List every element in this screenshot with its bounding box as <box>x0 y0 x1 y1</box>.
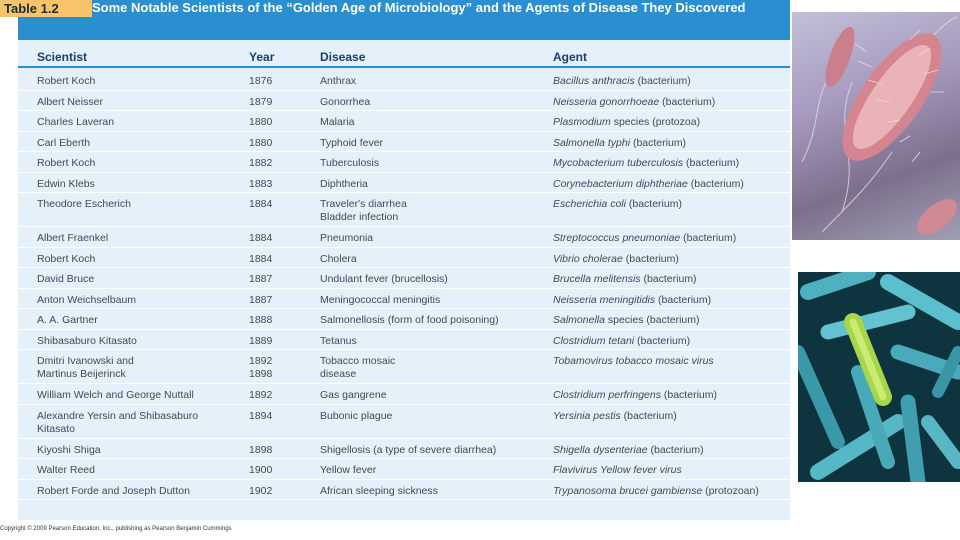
column-header-row <box>18 46 790 68</box>
agent-type: (bacterium) <box>647 443 704 456</box>
agent-type: (bacterium) <box>634 334 691 347</box>
year-cell: 1884 <box>249 252 273 265</box>
agent-cell <box>553 335 690 348</box>
agent-species-name: Flavivirus Yellow fever virus <box>553 464 682 476</box>
bacterium-micrograph-art <box>792 12 960 240</box>
agent-cell <box>553 314 699 327</box>
agent-species-name: Mycobacterium tuberculosis <box>553 157 684 169</box>
rod-bacteria-micrograph-art <box>798 272 960 482</box>
agent-cell <box>553 75 691 88</box>
disease-cell: Gonorrhea <box>320 95 371 108</box>
year-cell: 1889 <box>249 334 273 347</box>
disease-cell: Diphtheria <box>320 177 368 190</box>
agent-species-name: Streptococcus pneumoniae <box>553 232 681 244</box>
agent-cell <box>553 355 714 368</box>
scientist-cell: Robert Forde and Joseph Dutton <box>37 484 190 497</box>
copyright-notice: Copyright © 2009 Pearson Education, Inc., publishing as Pearson Benjamin Cummings <box>0 526 232 532</box>
table-row <box>18 309 790 330</box>
table-row <box>18 439 790 460</box>
agent-species-name: Plasmodium <box>553 116 611 128</box>
scientist-cell: Albert Neisser <box>37 95 103 108</box>
year-cell: 1892 1898 <box>249 355 273 380</box>
column-header-agent: Agent <box>553 50 587 64</box>
year-cell: 1894 <box>249 409 273 422</box>
agent-type: (bacterium) <box>687 177 744 190</box>
table-row <box>18 70 790 91</box>
agent-species-name: Escherichia coli <box>553 198 626 210</box>
agent-type: (bacterium) <box>630 136 687 149</box>
table-title: Some Notable Scientists of the “Golden Age of Microbiology” and the Agents of Disease They Discovered <box>92 0 746 15</box>
agent-cell <box>553 389 717 402</box>
scientist-cell: Dmitri Ivanowski and Martinus Beijerinck <box>37 355 134 380</box>
agent-type: (bacterium) <box>620 409 677 422</box>
scientist-cell: A. A. Gartner <box>37 314 98 326</box>
agent-cell <box>553 294 711 307</box>
year-cell: 1902 <box>249 484 273 497</box>
agent-type: (bacterium) <box>680 232 737 244</box>
agent-species-name: Brucella melitensis <box>553 273 641 285</box>
disease-cell: Cholera <box>320 252 357 265</box>
agent-cell <box>553 410 677 423</box>
table-row <box>18 405 790 439</box>
year-cell: 1882 <box>249 157 273 169</box>
agent-type: (bacterium) <box>683 157 740 169</box>
year-cell: 1884 <box>249 232 273 244</box>
agent-species-name: Vibrio cholerae <box>553 252 623 265</box>
table-row <box>18 111 790 132</box>
year-cell: 1887 <box>249 273 273 285</box>
disease-cell: Tuberculosis <box>320 157 380 169</box>
scientist-cell: William Welch and George Nuttall <box>37 389 194 401</box>
scientist-cell: Robert Koch <box>37 252 96 265</box>
disease-cell: Tetanus <box>320 334 357 347</box>
agent-cell <box>553 253 679 266</box>
table-label-tab: Table 1.2 <box>0 0 92 17</box>
disease-cell: Gas gangrene <box>320 389 387 401</box>
scientist-cell: Edwin Klebs <box>37 177 95 190</box>
scientist-cell: Robert Koch <box>37 75 96 87</box>
disease-cell: Pneumonia <box>320 232 374 244</box>
scientist-cell: Alexandre Yersin and Shibasaburo Kitasato <box>37 409 199 435</box>
year-cell: 1892 <box>249 389 273 401</box>
rod-bacteria-micrograph-image <box>798 272 960 482</box>
table-header-bar <box>18 0 790 40</box>
scientist-cell: Kiyoshi Shiga <box>37 443 101 456</box>
disease-cell: Tobacco mosaic disease <box>320 355 396 380</box>
agent-species-name: Salmonella typhi <box>553 136 631 149</box>
table-row <box>18 248 790 269</box>
agent-species-name: Bacillus anthracis <box>553 75 635 87</box>
year-cell: 1883 <box>249 177 273 190</box>
year-cell: 1876 <box>249 75 273 87</box>
year-cell: 1879 <box>249 95 273 108</box>
disease-cell: Undulant fever (brucellosis) <box>320 273 448 285</box>
year-cell: 1880 <box>249 116 273 128</box>
agent-cell <box>553 157 739 170</box>
scientist-cell: David Bruce <box>37 273 95 285</box>
table-row <box>18 350 790 384</box>
agent-type: species (bacterium) <box>604 314 700 326</box>
agent-species-name: Trypanosoma brucei gambiense <box>553 484 703 497</box>
agent-species-name: Yersinia pestis <box>553 409 621 422</box>
column-header-disease: Disease <box>320 50 366 64</box>
agent-species-name: Tobamovirus tobacco mosaic virus <box>553 355 714 367</box>
agent-cell <box>553 485 759 498</box>
table-row <box>18 173 790 194</box>
agent-type: (bacterium) <box>634 75 691 87</box>
bacterium-micrograph-image <box>792 12 960 240</box>
agent-species-name: Clostridium perfringens <box>553 389 661 401</box>
table-row <box>18 289 790 310</box>
agent-species-name: Neisseria meningitidis <box>553 293 656 306</box>
agent-cell <box>553 464 682 477</box>
column-header-scientist: Scientist <box>37 50 88 64</box>
agent-cell <box>553 137 686 150</box>
disease-cell: Anthrax <box>320 75 357 87</box>
agent-cell <box>553 116 700 129</box>
table-row <box>18 268 790 289</box>
agent-species-name: Salmonella <box>553 314 605 326</box>
table-row <box>18 227 790 248</box>
year-cell: 1884 <box>249 198 273 210</box>
year-cell: 1898 <box>249 443 273 456</box>
year-cell: 1900 <box>249 464 273 476</box>
agent-type: species (protozoa) <box>610 116 701 128</box>
scientist-cell: Walter Reed <box>37 464 95 476</box>
disease-cell: African sleeping sickness <box>320 484 438 497</box>
disease-cell: Shigellosis (a type of severe diarrhea) <box>320 443 497 456</box>
table-row <box>18 480 790 501</box>
agent-cell <box>553 444 704 457</box>
scientist-cell: Albert Fraenkel <box>37 232 109 244</box>
disease-cell: Yellow fever <box>320 464 377 476</box>
agent-type: (bacterium) <box>659 95 716 108</box>
scientist-cell: Charles Laveran <box>37 116 115 128</box>
agent-type: (bacterium) <box>655 293 712 306</box>
table-body <box>18 70 790 500</box>
disease-cell: Meningococcal meningitis <box>320 293 441 306</box>
year-cell: 1880 <box>249 136 273 149</box>
agent-species-name: Clostridium tetani <box>553 334 635 347</box>
table-row <box>18 91 790 112</box>
column-header-year: Year <box>249 50 275 64</box>
agent-cell <box>553 232 736 245</box>
disease-cell: Bubonic plague <box>320 409 393 422</box>
table-row <box>18 132 790 153</box>
disease-cell: Typhoid fever <box>320 136 384 149</box>
scientist-cell: Shibasaburo Kitasato <box>37 334 137 347</box>
disease-cell: Malaria <box>320 116 355 128</box>
table-row <box>18 193 790 227</box>
agent-cell <box>553 273 697 286</box>
scientist-cell: Robert Koch <box>37 157 96 169</box>
agent-cell <box>553 96 715 109</box>
table-row <box>18 330 790 351</box>
agent-cell <box>553 178 744 191</box>
table-row <box>18 152 790 173</box>
agent-type: (bacterium) <box>660 389 717 401</box>
table-panel <box>18 0 790 520</box>
scientist-cell: Anton Weichselbaum <box>37 293 137 306</box>
scientist-cell: Carl Eberth <box>37 136 91 149</box>
disease-cell: Salmonellosis (form of food poisoning) <box>320 314 499 326</box>
agent-species-name: Neisseria gonorrhoeae <box>553 95 660 108</box>
agent-species-name: Shigella dysenteriae <box>553 443 648 456</box>
table-row <box>18 459 790 480</box>
agent-type: (bacterium) <box>622 252 679 265</box>
scientist-cell: Theodore Escherich <box>37 198 131 210</box>
agent-type: (bacterium) <box>640 273 697 285</box>
agent-cell <box>553 198 682 211</box>
agent-type: (protozoan) <box>702 484 759 497</box>
agent-species-name: Corynebacterium diphtheriae <box>553 177 688 190</box>
year-cell: 1888 <box>249 314 273 326</box>
table-row <box>18 384 790 405</box>
disease-cell: Traveler's diarrhea Bladder infection <box>320 198 407 223</box>
year-cell: 1887 <box>249 293 273 306</box>
agent-type: (bacterium) <box>625 198 682 210</box>
